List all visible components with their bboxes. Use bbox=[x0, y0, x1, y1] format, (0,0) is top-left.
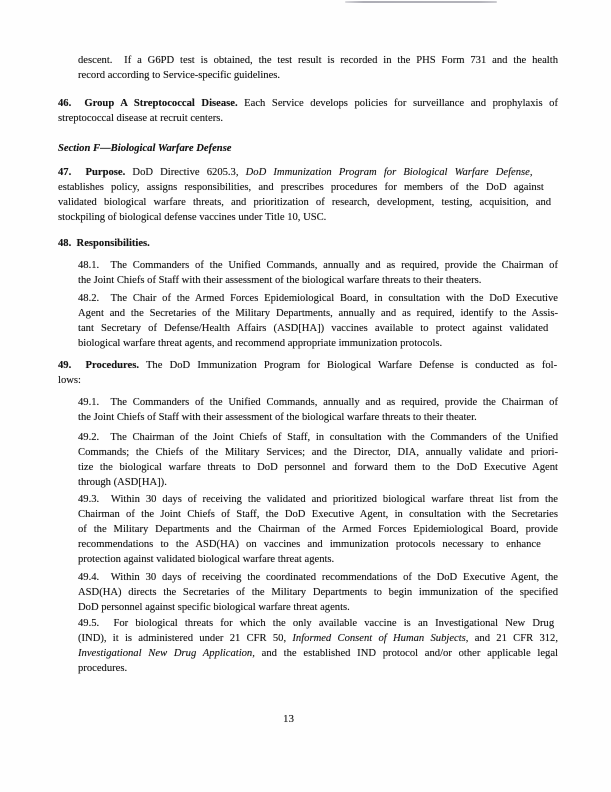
text-line: lows: bbox=[58, 375, 81, 386]
text-line: ASD(HA) directs the Secretaries of the Military Departments to begin immunization of the specified bbox=[78, 587, 558, 598]
text-line: DoD personnel against specific biological warfare threat agents. bbox=[78, 602, 350, 613]
para-46-group-a-streptococcal-disease bbox=[58, 96, 558, 126]
para-48-2 bbox=[78, 291, 558, 351]
text-line: Agent and the Secretaries of the Military Departments, annually and as required, identify to the Assis- bbox=[78, 308, 558, 319]
text-line: streptococcal disease at recruit centers. bbox=[58, 113, 223, 124]
text-line: 49.3. Within 30 days of receiving the validated and prioritized biological warfare threat list from the bbox=[78, 494, 558, 505]
para-49-2 bbox=[78, 430, 558, 490]
text-line: the Joint Chiefs of Staff with their assessment of the biological warfare threats to their theaters. bbox=[78, 275, 482, 286]
para-49-1 bbox=[78, 395, 558, 425]
text-line: (IND), it is administered under 21 CFR 50, Informed Consent of Human Subjects, and 21 CFR 312, bbox=[78, 633, 558, 644]
text-line: 49.2. The Chairman of the Joint Chiefs of Staff, in consultation with the Commanders of the Unified bbox=[78, 432, 558, 443]
para-49-3 bbox=[78, 492, 558, 567]
text-line: tant Secretary of Defense/Health Affairs (ASD[HA]) vaccines available to protect against validated bbox=[78, 323, 549, 334]
content bbox=[58, 0, 558, 792]
text-line: the Joint Chiefs of Staff with their assessment of the biological warfare threats to their theater. bbox=[78, 412, 477, 423]
section-f-heading bbox=[58, 141, 558, 156]
para-48-1 bbox=[78, 258, 558, 288]
para-45-continuation bbox=[78, 53, 558, 83]
text-line: validated biological warfare threats, and prioritization of research, development, testing, acquisition, and bbox=[58, 197, 552, 208]
text-line: of the Military Departments and the Chairman of the Armed Forces Epidemiological Board, provide bbox=[78, 524, 558, 535]
text-line: Commands; the Chiefs of the Military Services; and the Director, DIA, annually validate and priori- bbox=[78, 447, 558, 458]
text-line: tize the biological warfare threats to DoD personnel and forward them to the DoD Executive Agent bbox=[78, 462, 558, 473]
text-line: biological warfare threat agents, and recommend appropriate immunization protocols. bbox=[78, 338, 443, 349]
text-line: 49. Procedures. The DoD Immunization Program for Biological Warfare Defense is conducted as fol- bbox=[58, 360, 558, 371]
para-48-responsibilities-heading bbox=[58, 236, 558, 251]
text-line: 47. Purpose. DoD Directive 6205.3, DoD Immunization Program for Biological Warfare Defense, bbox=[58, 167, 533, 178]
text-line: Chairman of the Joint Chiefs of Staff, the DoD Executive Agent, in consultation with the Secretaries bbox=[78, 509, 558, 520]
text-line: 48.2. The Chair of the Armed Forces Epidemiological Board, in consultation with the DoD Executive bbox=[78, 293, 558, 304]
text-line: 48. Responsibilities. bbox=[58, 238, 150, 249]
text-line: recommendations to the ASD(HA) on vaccines and immunization protocols necessary to enhance bbox=[78, 539, 541, 550]
text-line: 48.1. The Commanders of the Unified Commands, annually and as required, provide the Chairman of bbox=[78, 260, 558, 271]
page-number: 13 bbox=[283, 713, 294, 725]
text-line: 49.4. Within 30 days of receiving the coordinated recommendations of the DoD Executive Agent, the bbox=[78, 572, 558, 583]
text-line: Section F—Biological Warfare Defense bbox=[58, 143, 232, 154]
text-line: establishes policy, assigns responsibilities, and prescribes procedures for members of the DoD against bbox=[58, 182, 544, 193]
text-line: descent. If a G6PD test is obtained, the test result is recorded in the PHS Form 731 and the health bbox=[78, 55, 558, 66]
text-line: through (ASD[HA]). bbox=[78, 477, 167, 488]
para-47-purpose bbox=[58, 165, 558, 225]
para-49-5 bbox=[78, 616, 558, 676]
para-49-4 bbox=[78, 570, 558, 615]
text-line: 49.5. For biological threats for which the only available vaccine is an Investigational New Drug bbox=[78, 618, 555, 629]
text-line: 46. Group A Streptococcal Disease. Each Service develops policies for surveillance and prophylaxis of bbox=[58, 98, 558, 109]
text-line: record according to Service-specific guidelines. bbox=[78, 70, 281, 81]
text-line: stockpiling of biological defense vaccines under Title 10, USC. bbox=[58, 212, 327, 223]
text-line: procedures. bbox=[78, 663, 128, 674]
text-line: protection against validated biological warfare threat agents. bbox=[78, 554, 335, 565]
text-line: Investigational New Drug Application, and the established IND protocol and/or other applicable legal bbox=[78, 648, 558, 659]
para-49-procedures bbox=[58, 358, 558, 388]
text-line: 49.1. The Commanders of the Unified Commands, annually and as required, provide the Chairman of bbox=[78, 397, 558, 408]
